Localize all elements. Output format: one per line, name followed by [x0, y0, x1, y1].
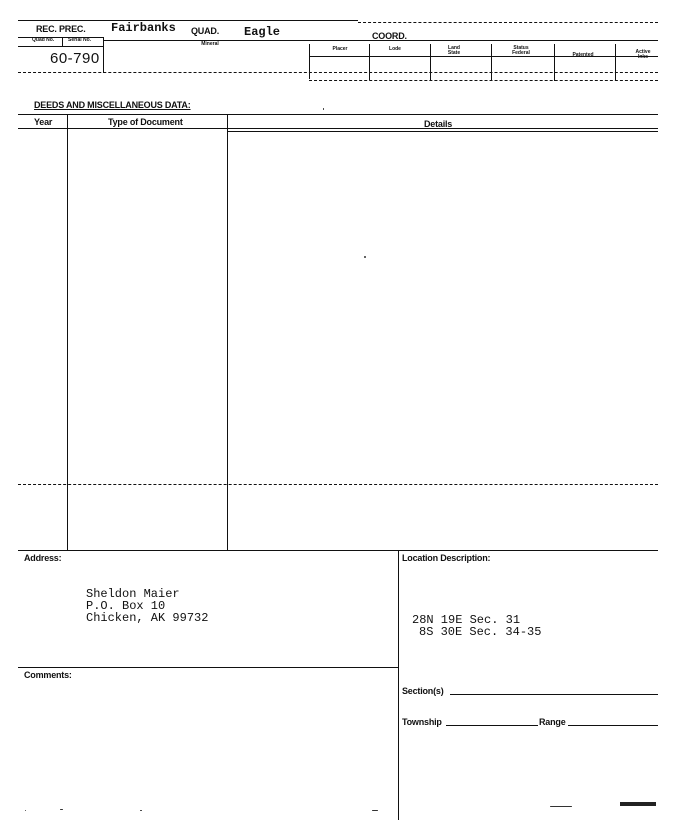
scan-speck [364, 256, 366, 258]
header-top-rule-dashed [358, 22, 658, 23]
patented-label: Patented [572, 52, 594, 58]
address-location-divider [398, 550, 399, 820]
deeds-bottom-rule [18, 550, 658, 551]
col-type-header: Type of Document [108, 117, 183, 127]
land-state-label: Land State [447, 45, 461, 56]
location-line: 8S 30E Sec. 34-35 [419, 625, 542, 639]
header-row-rule-right [103, 40, 658, 41]
sections-field-line[interactable] [450, 694, 658, 695]
location-line: 28N 19E Sec. 31 [412, 613, 521, 627]
quad-no-label: Quad No. [32, 37, 55, 43]
location-description-label: Location Description: [402, 553, 491, 563]
deeds-dashed-separator [18, 484, 658, 485]
deeds-header-rule-2 [228, 131, 658, 132]
header-sub-rule [18, 46, 103, 47]
col-details-header: Details [424, 119, 453, 129]
col-year-header: Year [34, 117, 53, 127]
scan-speck [140, 810, 142, 811]
header-top-rule [18, 20, 358, 21]
rec-prec-label: REC. PREC. [36, 24, 86, 34]
deeds-header-rule [18, 128, 658, 129]
comments-top-rule [18, 667, 398, 668]
header-col-divider [615, 44, 616, 81]
scan-speck [25, 810, 26, 811]
header-col-divider [491, 44, 492, 80]
placer-label: Placer [332, 46, 348, 52]
header-col-divider [369, 44, 370, 80]
lode-label: Lode [389, 46, 401, 52]
location-block [412, 614, 541, 638]
range-field-line[interactable] [568, 725, 658, 726]
header-sub-rule [309, 56, 658, 57]
deeds-col-divider-1 [67, 114, 68, 551]
range-label: Range [539, 717, 566, 727]
address-label: Address: [24, 553, 62, 563]
quad-label: QUAD. [191, 26, 219, 36]
scan-speck [60, 809, 63, 810]
header-bottom-dashed-2 [309, 80, 658, 81]
deeds-col-divider-2 [227, 114, 228, 551]
header-col-divider [430, 44, 431, 80]
status-federal-label: Status Federal [512, 45, 530, 56]
active-label: Active Inks [635, 49, 651, 60]
address-line: P.O. Box 10 [86, 599, 166, 613]
deeds-top-rule [18, 114, 658, 115]
deeds-section-title: DEEDS AND MISCELLANEOUS DATA: [34, 100, 191, 110]
address-line: Chicken, AK 99732 [86, 611, 209, 625]
header-col-divider [309, 44, 310, 79]
header-col-divider [62, 37, 63, 46]
township-field-line[interactable] [446, 725, 538, 726]
scan-smudge [620, 802, 656, 806]
mineral-label: Mineral [201, 41, 219, 47]
header-col-divider [554, 44, 555, 81]
scan-speck [323, 108, 324, 110]
address-line: Sheldon Maier [86, 587, 180, 601]
rec-prec-value: Fairbanks [111, 21, 176, 35]
address-block [86, 588, 208, 624]
header-bottom-dashed [18, 72, 658, 73]
serial-number-value: 60-790 [50, 50, 100, 67]
quad-value: Eagle [244, 25, 281, 39]
serial-no-label: Serial No. [68, 37, 92, 43]
scan-speck [550, 806, 572, 807]
scan-speck [372, 810, 378, 811]
coord-label: COORD. [372, 31, 407, 41]
comments-label: Comments: [24, 670, 72, 680]
header-col-divider [103, 37, 104, 73]
sections-label: Section(s) [402, 686, 444, 696]
township-label: Township [402, 717, 442, 727]
